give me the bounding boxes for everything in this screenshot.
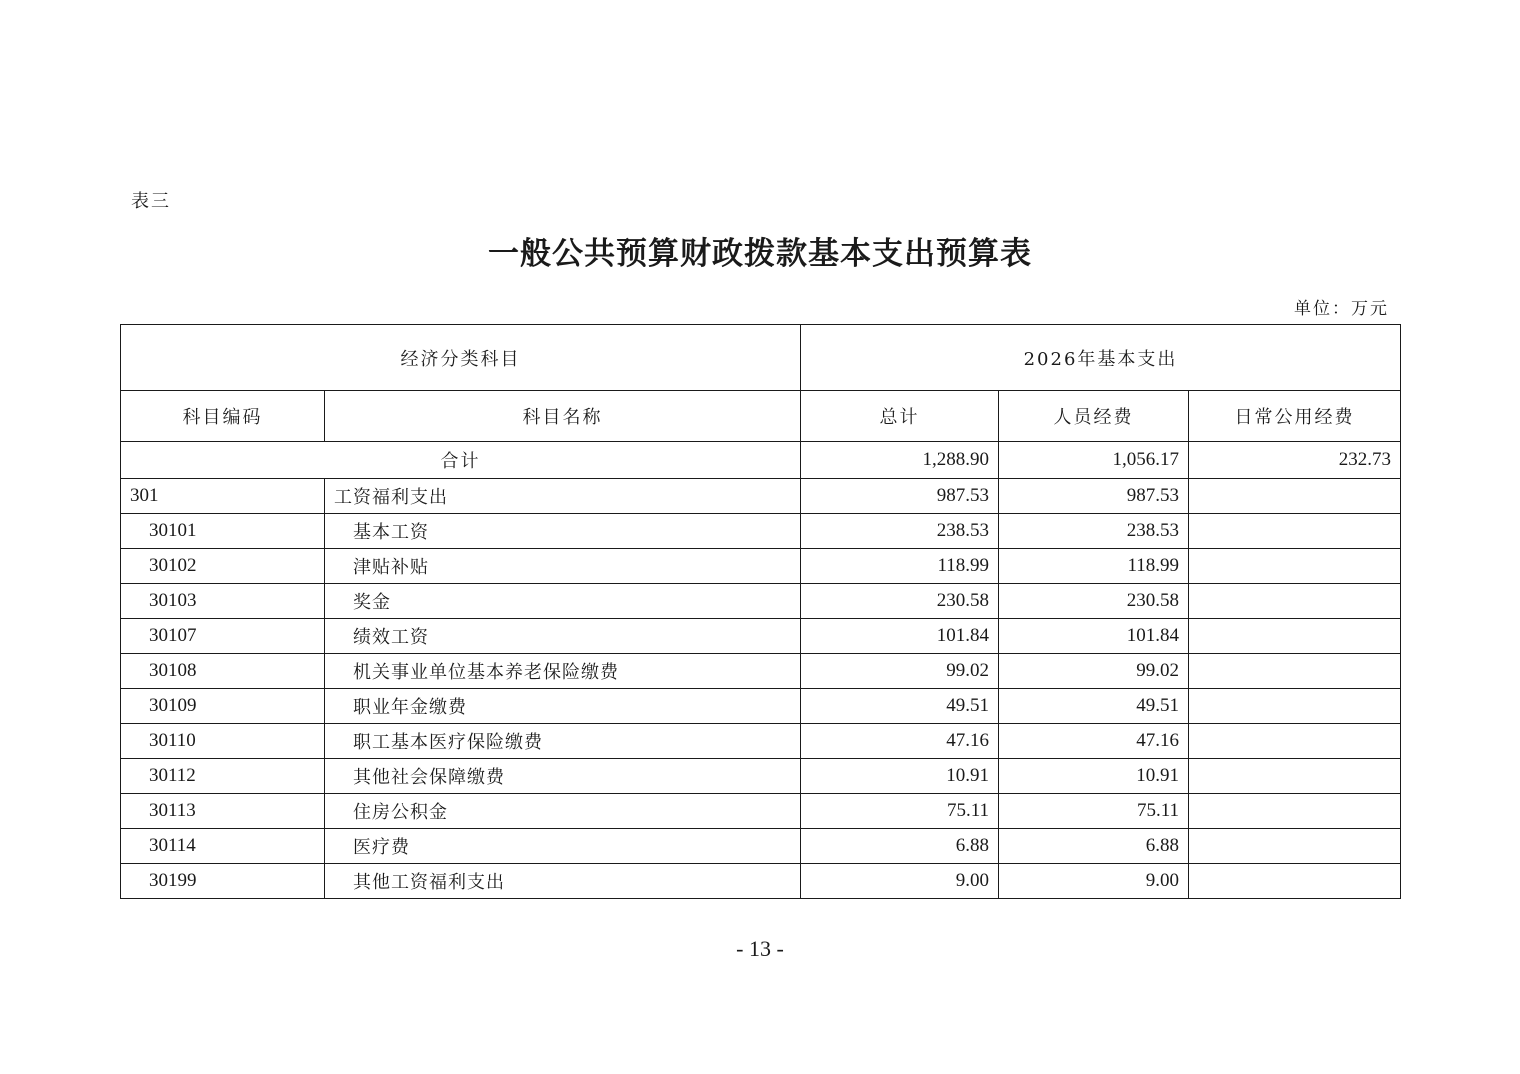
table-row — [121, 829, 1401, 864]
row-total: 230.58 — [801, 584, 999, 619]
row-code: 30114 — [121, 829, 325, 864]
row-personnel: 118.99 — [999, 549, 1189, 584]
row-name: 医疗费 — [325, 829, 801, 864]
table-row — [121, 724, 1401, 759]
row-personnel: 6.88 — [999, 829, 1189, 864]
total-personnel: 1,056.17 — [999, 442, 1189, 479]
row-public — [1189, 794, 1401, 829]
table-row — [121, 864, 1401, 899]
header-basic-expenditure: 2026年基本支出 — [801, 325, 1401, 391]
row-personnel: 9.00 — [999, 864, 1189, 899]
row-personnel: 49.51 — [999, 689, 1189, 724]
table-row — [121, 794, 1401, 829]
total-row — [121, 442, 1401, 479]
row-public — [1189, 724, 1401, 759]
header-row-columns — [121, 391, 1401, 442]
row-total: 75.11 — [801, 794, 999, 829]
row-personnel: 230.58 — [999, 584, 1189, 619]
row-code: 30102 — [121, 549, 325, 584]
header-row-group — [121, 325, 1401, 391]
row-name: 机关事业单位基本养老保险缴费 — [325, 654, 801, 689]
row-public — [1189, 654, 1401, 689]
row-personnel: 10.91 — [999, 759, 1189, 794]
row-total: 101.84 — [801, 619, 999, 654]
header-public: 日常公用经费 — [1189, 391, 1401, 442]
header-code: 科目编码 — [121, 391, 325, 442]
table-row — [121, 689, 1401, 724]
row-total: 6.88 — [801, 829, 999, 864]
row-public — [1189, 864, 1401, 899]
row-personnel: 101.84 — [999, 619, 1189, 654]
row-total: 118.99 — [801, 549, 999, 584]
row-public — [1189, 619, 1401, 654]
header-personnel: 人员经费 — [999, 391, 1189, 442]
document-title: 一般公共预算财政拨款基本支出预算表 — [488, 236, 1032, 272]
row-public — [1189, 759, 1401, 794]
row-total: 987.53 — [801, 479, 999, 514]
table-row — [121, 549, 1401, 584]
total-label: 合计 — [121, 442, 801, 479]
row-personnel: 75.11 — [999, 794, 1189, 829]
row-total: 49.51 — [801, 689, 999, 724]
row-public — [1189, 514, 1401, 549]
table-row — [121, 619, 1401, 654]
row-code: 30109 — [121, 689, 325, 724]
row-public — [1189, 689, 1401, 724]
row-personnel: 238.53 — [999, 514, 1189, 549]
table-row — [121, 479, 1401, 514]
row-name: 其他工资福利支出 — [325, 864, 801, 899]
row-total: 9.00 — [801, 864, 999, 899]
row-name: 住房公积金 — [325, 794, 801, 829]
row-name: 奖金 — [325, 584, 801, 619]
row-code: 30113 — [121, 794, 325, 829]
row-code: 30199 — [121, 864, 325, 899]
row-name: 其他社会保障缴费 — [325, 759, 801, 794]
row-code: 30108 — [121, 654, 325, 689]
total-total: 1,288.90 — [801, 442, 999, 479]
page-number: - 13 - — [736, 936, 784, 961]
table-row — [121, 654, 1401, 689]
table-row — [121, 759, 1401, 794]
row-public — [1189, 549, 1401, 584]
row-total: 238.53 — [801, 514, 999, 549]
total-public: 232.73 — [1189, 442, 1401, 479]
row-name: 基本工资 — [325, 514, 801, 549]
row-public — [1189, 584, 1401, 619]
row-code: 30112 — [121, 759, 325, 794]
table-label: 表三 — [131, 191, 171, 212]
row-name: 津贴补贴 — [325, 549, 801, 584]
row-name: 职业年金缴费 — [325, 689, 801, 724]
row-code: 30103 — [121, 584, 325, 619]
unit-label: 单位：万元 — [1294, 299, 1389, 319]
row-public — [1189, 479, 1401, 514]
row-code: 30101 — [121, 514, 325, 549]
row-name: 职工基本医疗保险缴费 — [325, 724, 801, 759]
row-name: 工资福利支出 — [325, 479, 801, 514]
row-code: 301 — [121, 479, 325, 514]
row-code: 30107 — [121, 619, 325, 654]
budget-table — [120, 324, 1401, 899]
row-code: 30110 — [121, 724, 325, 759]
row-name: 绩效工资 — [325, 619, 801, 654]
header-name: 科目名称 — [325, 391, 801, 442]
row-total: 99.02 — [801, 654, 999, 689]
row-personnel: 99.02 — [999, 654, 1189, 689]
header-economic-category: 经济分类科目 — [121, 325, 801, 391]
row-personnel: 47.16 — [999, 724, 1189, 759]
header-total: 总计 — [801, 391, 999, 442]
row-total: 47.16 — [801, 724, 999, 759]
table-row — [121, 514, 1401, 549]
row-public — [1189, 829, 1401, 864]
row-personnel: 987.53 — [999, 479, 1189, 514]
table-row — [121, 584, 1401, 619]
row-total: 10.91 — [801, 759, 999, 794]
